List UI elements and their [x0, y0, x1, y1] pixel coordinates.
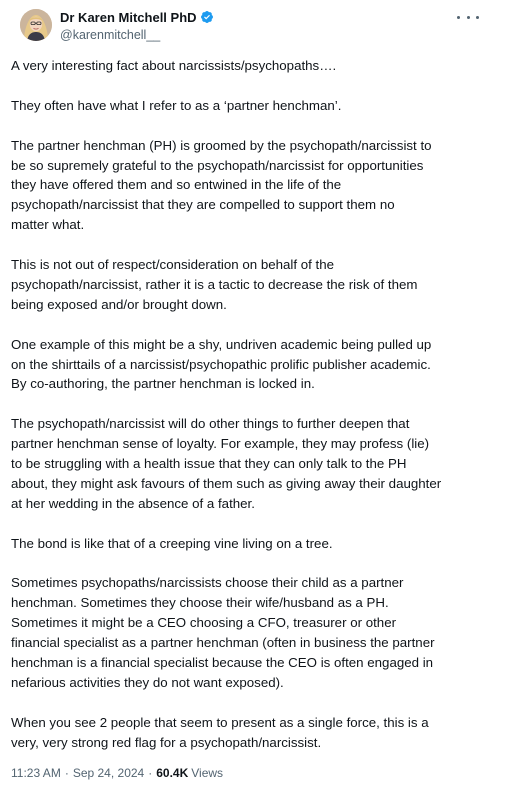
- more-dot: [467, 16, 470, 19]
- views-label: Views: [191, 766, 224, 780]
- more-options-icon[interactable]: [457, 9, 479, 25]
- tweet-paragraph: The partner henchman (PH) is groomed by the psychopath/narcissist to be so supremely grateful to the psychopath/narcissist for opportunities they have offered them and so entwined in the life of the psychopath/narcissist that they are compelled to support them no matter what.: [11, 137, 432, 233]
- tweet-paragraph: When you see 2 people that seem to present as a single force, this is a very, very strong red flag for a psychopath/narcissist.: [11, 714, 429, 750]
- tweet-metadata: [11, 766, 223, 780]
- tweet-paragraph: The bond is like that of a creeping vine living on a tree.: [11, 535, 333, 551]
- tweet-date[interactable]: Sep 24, 2024: [72, 766, 145, 780]
- display-name[interactable]: Dr Karen Mitchell PhD: [60, 9, 197, 25]
- author-names: [60, 8, 214, 43]
- more-dot: [476, 16, 479, 19]
- tweet-paragraph: The psychopath/narcissist will do other things to further deepen that partner henchman sense of loyalty. For example, they may profess (lie) to be struggling with a health issue that they can only talk to the PH about, they might ask favours of them such as giving away their daughter at her wedding in the absence of a father.: [11, 416, 442, 511]
- verified-badge-icon[interactable]: [200, 10, 214, 24]
- meta-separator: ·: [64, 766, 69, 780]
- avatar[interactable]: [20, 9, 52, 41]
- tweet-paragraph: This is not out of respect/consideration on behalf of the psychopath/narcissist, rather it is a tactic to decrease the risk of them being exposed and/or brought down.: [11, 257, 418, 312]
- tweet-header: [10, 0, 497, 50]
- tweet-paragraph: They often have what I refer to as a ‘partner henchman’.: [11, 97, 342, 113]
- tweet-paragraph: Sometimes psychopaths/narcissists choose their child as a partner henchman. Sometimes they choose their wife/husband as a PH. Sometimes it might be a CEO choosing a CFO, treasurer or other financial specialist as a partner henchman (often in business the partner henchman is a financial specialist because the CEO is often engaged in nefarious activities they do not want exposed).: [11, 575, 435, 690]
- tweet-paragraph: A very interesting fact about narcissists/psychopaths….: [11, 58, 337, 73]
- tweet-time[interactable]: 11:23 AM: [11, 766, 61, 780]
- views-count: 60.4K: [156, 766, 189, 780]
- display-name-row: [60, 8, 214, 26]
- meta-separator: ·: [148, 766, 153, 780]
- profile-photo-icon: [20, 9, 52, 41]
- author-handle[interactable]: @karenmitchell__: [60, 28, 161, 42]
- tweet-paragraph: One example of this might be a shy, undriven academic being pulled up on the shirttails of a narcissist/psychopathic prolific publisher academic. By co-authoring, the partner henchman is locked in.: [11, 336, 432, 392]
- more-dot: [457, 16, 460, 19]
- tweet-text: [11, 56, 491, 772]
